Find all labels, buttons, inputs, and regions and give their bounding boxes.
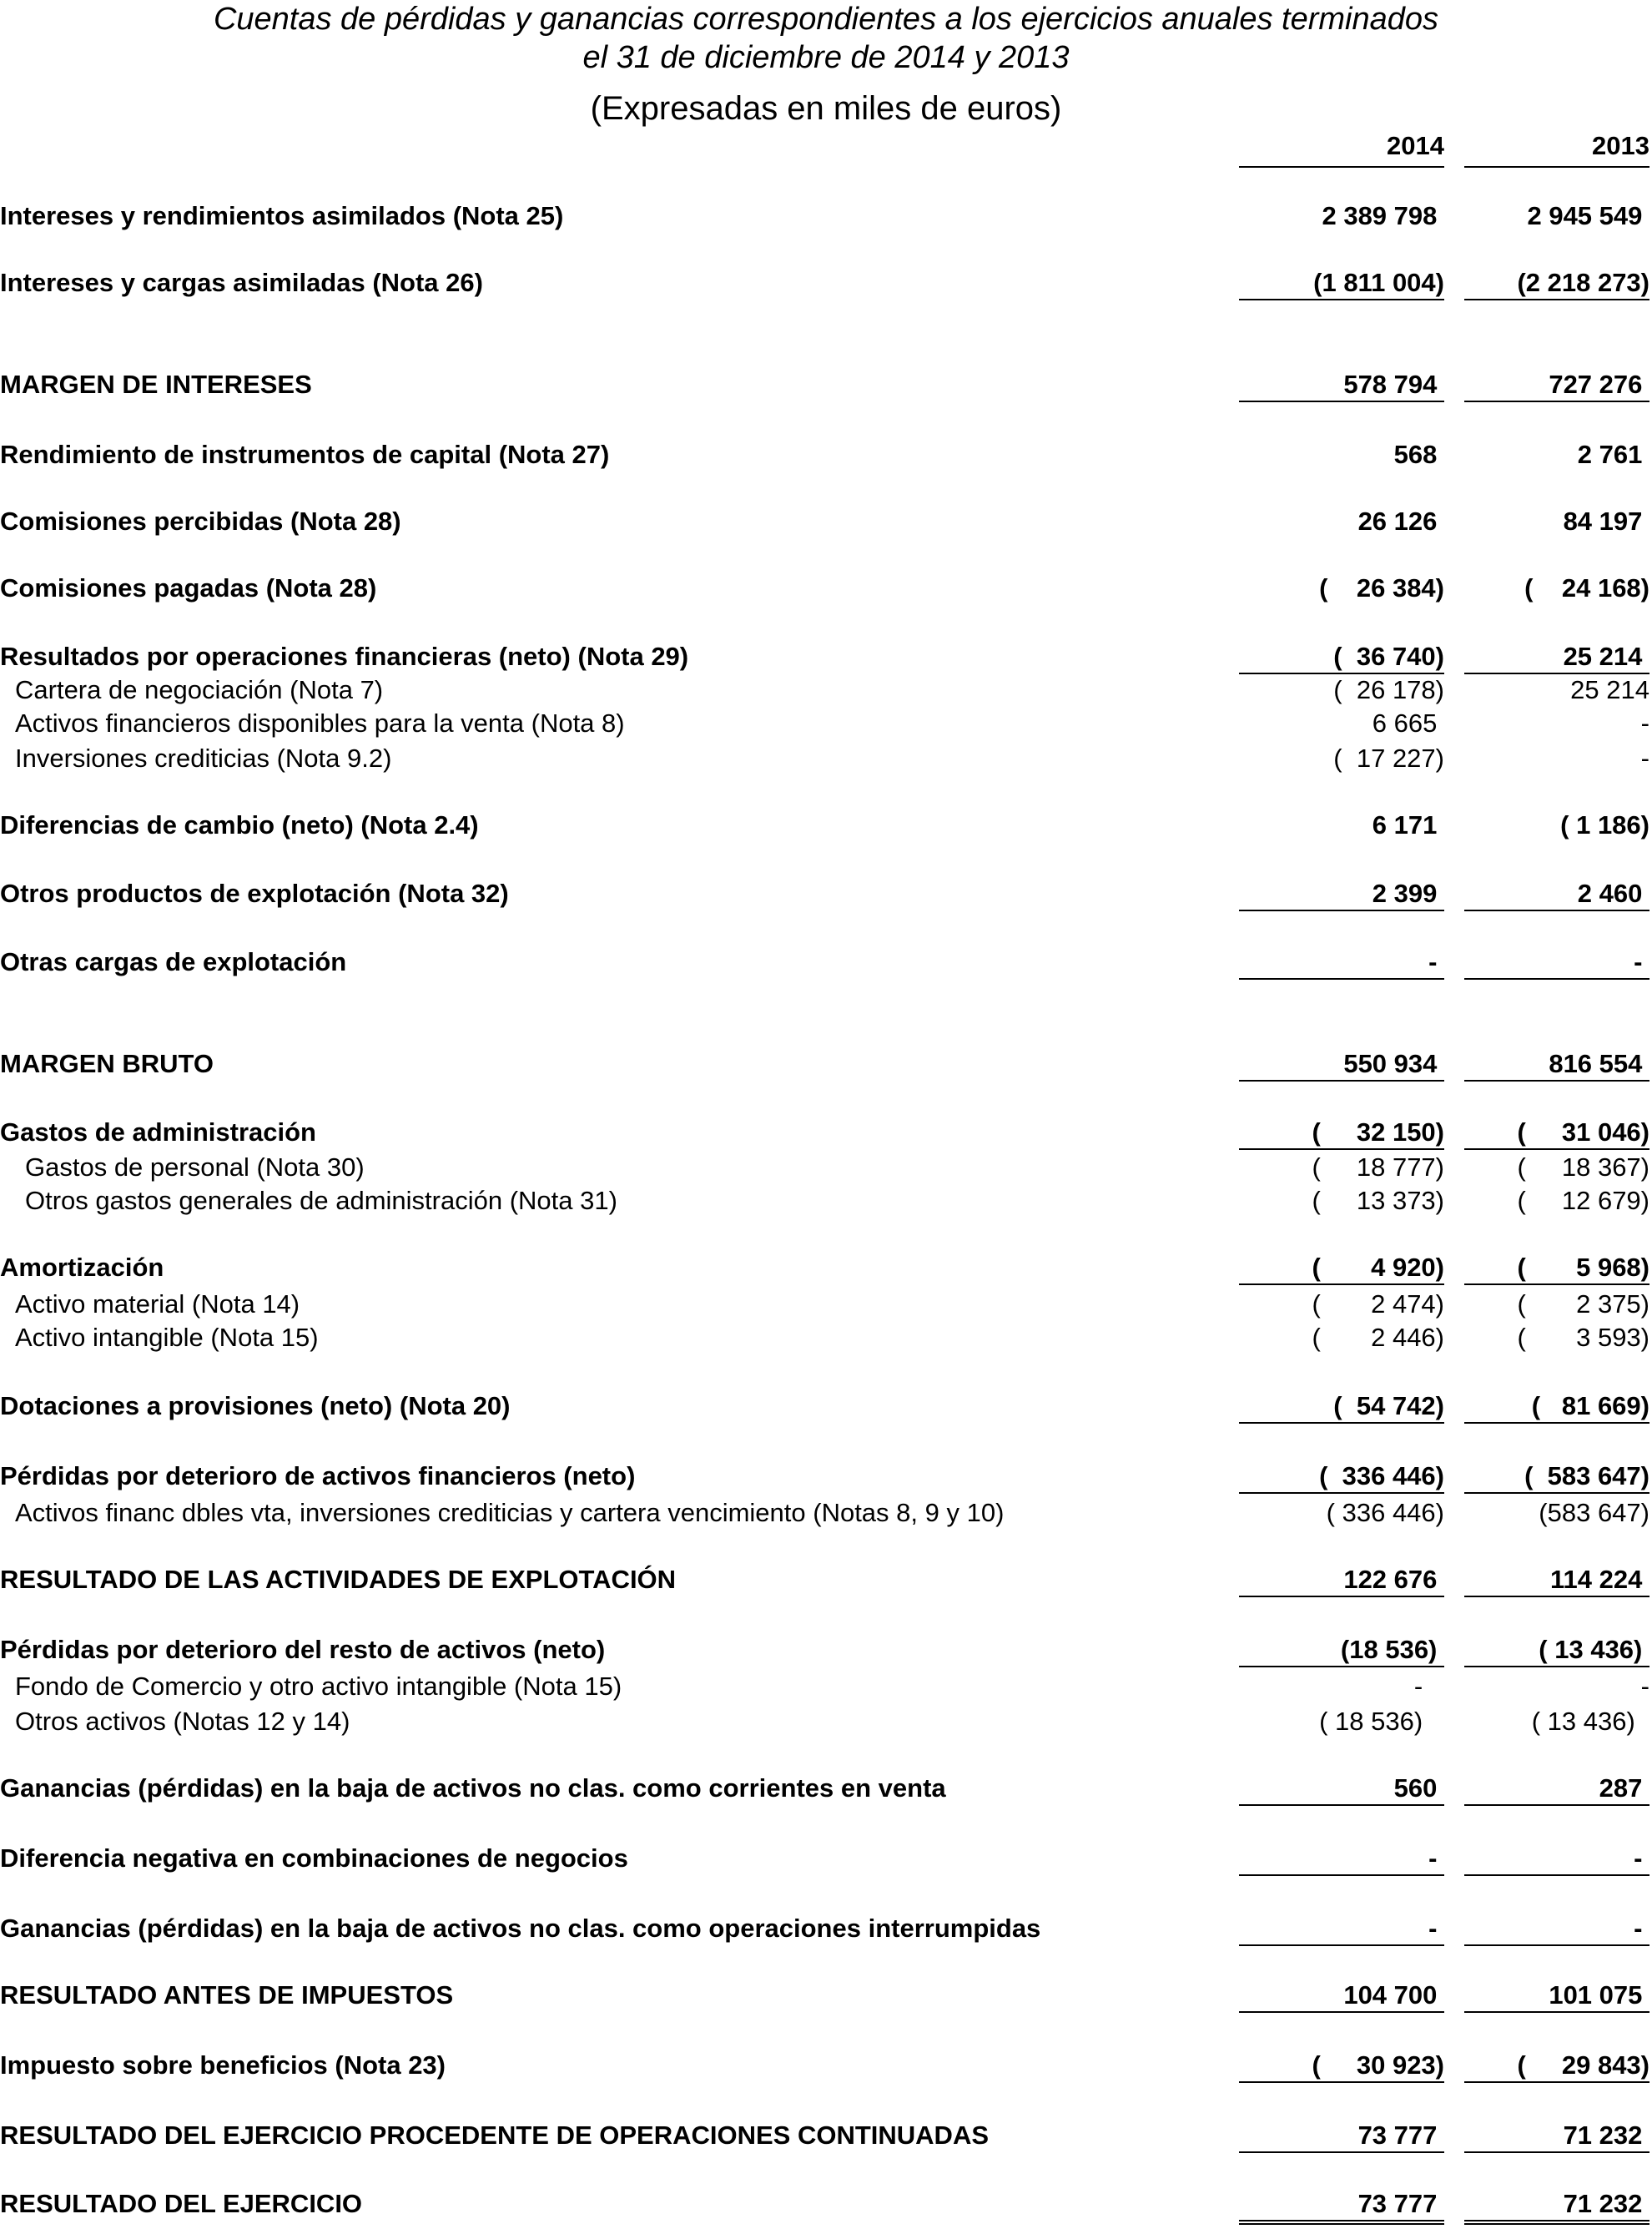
row-label: Diferencia negativa en combinaciones de negocios xyxy=(0,1843,628,1873)
value-2013: - xyxy=(1640,1672,1649,1701)
row-label: Cartera de negociación (Nota 7) xyxy=(15,675,384,704)
value-2013: 2 945 549 xyxy=(1527,201,1649,230)
row-label: Ganancias (pérdidas) en la baja de activos no clas. como corrientes en venta xyxy=(0,1773,946,1803)
table-row xyxy=(0,1252,1652,1283)
row-label: Inversiones crediticias (Nota 9.2) xyxy=(15,744,392,773)
value-2013: 84 197 xyxy=(1563,507,1649,536)
row-label: MARGEN BRUTO xyxy=(0,1049,214,1078)
value-2013: ( 1 186) xyxy=(1560,810,1649,840)
value-2014: ( 2 474) xyxy=(1312,1289,1444,1319)
value-2014: (1 811 004) xyxy=(1239,267,1444,300)
value-2014: ( 18 536) xyxy=(1319,1707,1444,1736)
value-2014: 122 676 xyxy=(1239,1564,1444,1597)
table-row xyxy=(0,1288,1652,1320)
row-label: Otros gastos generales de administración (Nota 31) xyxy=(25,1186,617,1215)
value-2013: ( 81 669) xyxy=(1464,1390,1649,1424)
value-2013: (2 218 273) xyxy=(1464,267,1649,300)
value-2013: ( 13 436) xyxy=(1531,1707,1649,1736)
table-row xyxy=(0,1564,1652,1596)
table-row xyxy=(0,369,1652,401)
value-2013: 2 460 xyxy=(1464,878,1649,911)
table-row xyxy=(0,2050,1652,2081)
value-2014: ( 54 742) xyxy=(1239,1390,1444,1424)
value-2013: ( 24 168) xyxy=(1524,573,1649,603)
value-2014: ( 18 777) xyxy=(1312,1152,1444,1182)
table-row xyxy=(0,1913,1652,1944)
row-label: Activos financieros disponibles para la venta (Nota 8) xyxy=(15,709,625,738)
table-row xyxy=(0,946,1652,978)
value-2014: 73 777 xyxy=(1239,2188,1444,2225)
table-row xyxy=(0,641,1652,673)
table-row xyxy=(0,1152,1652,1183)
value-2014: - xyxy=(1239,1843,1444,1876)
value-2013: 287 xyxy=(1464,1773,1649,1806)
table-row xyxy=(0,1117,1652,1148)
row-label: Rendimiento de instrumentos de capital (Nota 27) xyxy=(0,440,610,469)
table-row xyxy=(0,1634,1652,1666)
table-row xyxy=(0,809,1652,841)
row-label: RESULTADO ANTES DE IMPUESTOS xyxy=(0,1980,454,2010)
table-row xyxy=(0,439,1652,471)
value-2014: (18 536) xyxy=(1239,1634,1444,1667)
value-2014: ( 4 920) xyxy=(1239,1252,1444,1285)
table-row xyxy=(0,2188,1652,2220)
row-label: Amortización xyxy=(0,1253,164,1282)
row-label: Activos financ dbles vta, inversiones crediticias y cartera vencimiento (Notas 8, 9 y 10) xyxy=(15,1498,1005,1527)
table-row xyxy=(0,267,1652,299)
value-2013: 25 214 xyxy=(1570,675,1649,704)
value-2013: ( 31 046) xyxy=(1464,1117,1649,1150)
row-label: RESULTADO DEL EJERCICIO xyxy=(0,2189,363,2218)
table-row xyxy=(0,1322,1652,1354)
table-row xyxy=(0,878,1652,910)
row-label: Pérdidas por deterioro del resto de activos (neto) xyxy=(0,1635,606,1664)
report-subtitle: (Expresadas en miles de euros) xyxy=(590,90,1062,127)
value-2013: 101 075 xyxy=(1464,1979,1649,2013)
table-row xyxy=(0,572,1652,604)
row-label: Otras cargas de explotación xyxy=(0,947,347,976)
value-2014: ( 32 150) xyxy=(1239,1117,1444,1150)
value-2013: ( 2 375) xyxy=(1517,1289,1649,1319)
value-2014: 568 xyxy=(1393,440,1444,469)
row-label: Comisiones pagadas (Nota 28) xyxy=(0,573,377,603)
row-label: Ganancias (pérdidas) en la baja de activos no clas. como operaciones interrumpidas xyxy=(0,1914,1041,1943)
row-label: Otros productos de explotación (Nota 32) xyxy=(0,879,509,908)
value-2013: ( 5 968) xyxy=(1464,1252,1649,1285)
value-2014: 104 700 xyxy=(1239,1979,1444,2013)
table-row xyxy=(0,1497,1652,1529)
value-2013: ( 18 367) xyxy=(1517,1152,1649,1182)
value-2014: 578 794 xyxy=(1239,369,1444,402)
report-title-line1: Cuentas de pérdidas y ganancias correspondientes a los ejercicios anuales terminados xyxy=(213,2,1439,37)
report-title-line2: el 31 de diciembre de 2014 y 2013 xyxy=(582,40,1070,75)
value-2013: - xyxy=(1464,1843,1649,1876)
row-label: Dotaciones a provisiones (neto) (Nota 20) xyxy=(0,1391,511,1420)
row-label: Intereses y rendimientos asimilados (Nota 25) xyxy=(0,201,564,230)
value-2014: 6 171 xyxy=(1372,810,1444,840)
value-2014: - xyxy=(1413,1672,1444,1701)
column-header-2014: 2014 xyxy=(1239,131,1444,168)
value-2014: ( 336 446) xyxy=(1326,1498,1444,1527)
table-row xyxy=(0,1843,1652,1874)
table-row xyxy=(0,1671,1652,1702)
table-row xyxy=(0,1390,1652,1422)
row-label: Intereses y cargas asimiladas (Nota 26) xyxy=(0,268,483,297)
row-label: Impuesto sobre beneficios (Nota 23) xyxy=(0,2050,446,2080)
value-2014: - xyxy=(1239,1913,1444,1946)
table-row xyxy=(0,1979,1652,2011)
value-2013: ( 583 647) xyxy=(1464,1460,1649,1494)
value-2014: 2 389 798 xyxy=(1322,201,1444,230)
value-2013: - xyxy=(1640,709,1649,738)
row-label: Gastos de personal (Nota 30) xyxy=(25,1152,365,1182)
row-label: Diferencias de cambio (neto) (Nota 2.4) xyxy=(0,810,479,840)
row-label: Resultados por operaciones financieras (neto) (Nota 29) xyxy=(0,642,689,671)
value-2014: 73 777 xyxy=(1239,2120,1444,2153)
value-2014: ( 36 740) xyxy=(1239,641,1444,674)
value-2013: 727 276 xyxy=(1464,369,1649,402)
row-label: Activo intangible (Nota 15) xyxy=(15,1323,319,1352)
value-2014: ( 2 446) xyxy=(1312,1323,1444,1352)
value-2014: 6 665 xyxy=(1372,709,1444,738)
table-row xyxy=(0,2120,1652,2151)
row-label: Pérdidas por deterioro de activos financieros (neto) xyxy=(0,1461,636,1490)
row-label: Comisiones percibidas (Nota 28) xyxy=(0,507,401,536)
value-2014: ( 26 384) xyxy=(1319,573,1444,603)
value-2014: 550 934 xyxy=(1239,1048,1444,1082)
value-2013: - xyxy=(1464,946,1649,980)
value-2014: ( 26 178) xyxy=(1333,675,1444,704)
table-row xyxy=(0,1185,1652,1217)
table-row xyxy=(0,1048,1652,1080)
row-label: Activo material (Nota 14) xyxy=(15,1289,300,1319)
value-2014: ( 30 923) xyxy=(1239,2050,1444,2083)
value-2014: ( 336 446) xyxy=(1239,1460,1444,1494)
table-row xyxy=(0,1706,1652,1737)
row-label: MARGEN DE INTERESES xyxy=(0,370,312,399)
value-2014: 26 126 xyxy=(1357,507,1444,536)
row-label: Fondo de Comercio y otro activo intangible (Nota 15) xyxy=(15,1672,622,1701)
value-2014: 560 xyxy=(1239,1773,1444,1806)
value-2013: ( 13 436) xyxy=(1464,1634,1649,1667)
row-label: RESULTADO DE LAS ACTIVIDADES DE EXPLOTACIÓN xyxy=(0,1565,677,1594)
table-row xyxy=(0,743,1652,774)
value-2013: 114 224 xyxy=(1464,1564,1649,1597)
value-2013: (583 647) xyxy=(1539,1498,1649,1527)
value-2014: - xyxy=(1239,946,1444,980)
row-label: Otros activos (Notas 12 y 14) xyxy=(15,1707,350,1736)
row-label: RESULTADO DEL EJERCICIO PROCEDENTE DE OPERACIONES CONTINUADAS xyxy=(0,2121,990,2150)
table-row xyxy=(0,1460,1652,1492)
value-2013: 71 232 xyxy=(1464,2188,1649,2225)
value-2014: ( 17 227) xyxy=(1333,744,1444,773)
value-2013: ( 29 843) xyxy=(1464,2050,1649,2083)
value-2013: - xyxy=(1464,1913,1649,1946)
value-2013: 25 214 xyxy=(1464,641,1649,674)
value-2013: 2 761 xyxy=(1577,440,1649,469)
table-row xyxy=(0,674,1652,706)
value-2013: ( 12 679) xyxy=(1517,1186,1649,1215)
table-row xyxy=(0,708,1652,739)
table-row xyxy=(0,1773,1652,1804)
value-2013: - xyxy=(1640,744,1649,773)
row-label: Gastos de administración xyxy=(0,1117,316,1147)
table-row xyxy=(0,506,1652,537)
value-2013: ( 3 593) xyxy=(1517,1323,1649,1352)
value-2014: 2 399 xyxy=(1239,878,1444,911)
table-row xyxy=(0,200,1652,232)
value-2014: ( 13 373) xyxy=(1312,1186,1444,1215)
value-2013: 71 232 xyxy=(1464,2120,1649,2153)
value-2013: 816 554 xyxy=(1464,1048,1649,1082)
column-header-2013: 2013 xyxy=(1464,131,1649,168)
